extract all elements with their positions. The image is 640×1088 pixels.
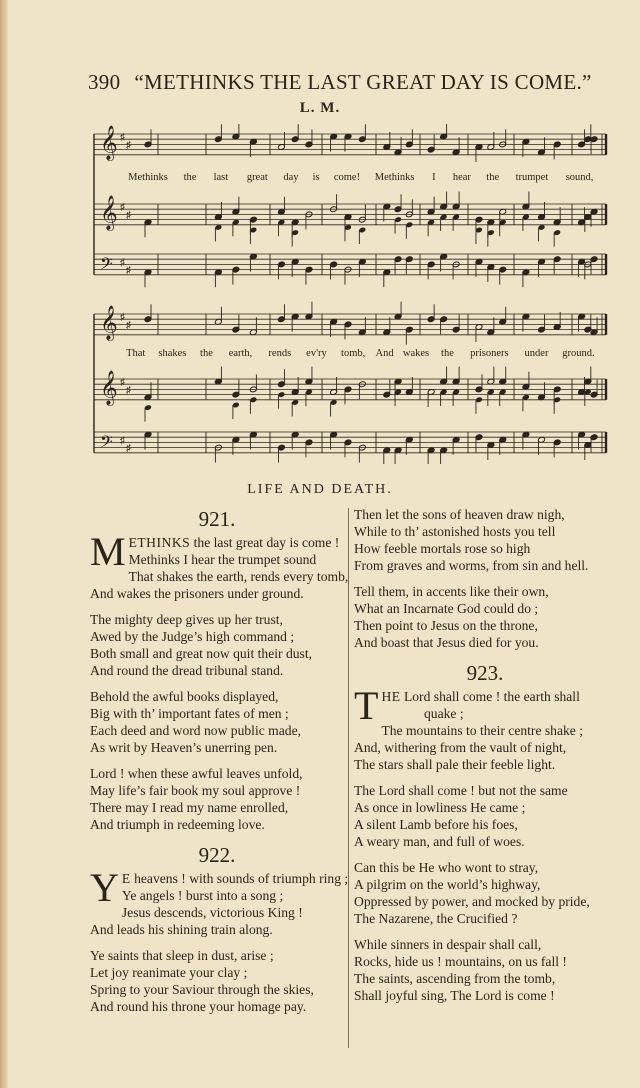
verse-line: Jesus descends, victorious King ! — [121, 905, 303, 920]
verse-line: Each deed and word now public made, — [90, 723, 302, 738]
lyric-syllable: And — [375, 348, 394, 359]
sharp-icon: ♯ — [126, 385, 131, 397]
lyric-syllable: ground. — [562, 348, 595, 359]
lyric-syllable: I — [432, 172, 436, 183]
lyric-syllable: earth, — [228, 348, 253, 359]
treble-clef-icon: 𝄞 — [100, 125, 118, 161]
verse-line: As writ by Heaven’s unerring pen. — [90, 740, 278, 755]
verse-line: How feeble mortals rose so high — [354, 541, 531, 556]
verse-line: A pilgrim on the world’s highway, — [354, 877, 541, 892]
verse-line: And round the dread tribunal stand. — [90, 663, 284, 678]
lyric-syllable: prisoners — [470, 348, 509, 359]
right-column — [354, 506, 616, 1013]
verse-line: The stars shall pale their feeble light. — [354, 757, 556, 772]
verse-line: There may I read my name enrolled, — [90, 800, 289, 815]
lyric-syllable: sound, — [565, 172, 594, 183]
hymn-number: 923. — [466, 661, 504, 685]
drop-cap: Y — [90, 865, 119, 910]
sharp-icon: ♯ — [120, 132, 125, 144]
lyric-syllable: the — [200, 348, 213, 359]
verse-line: Awed by the Judge’s high command ; — [90, 629, 295, 644]
verse-line: Behold the awful books displayed, — [90, 689, 279, 704]
sharp-icon: ♯ — [120, 435, 125, 447]
lyric-syllable: shakes — [158, 348, 187, 359]
hymn-number: 921. — [198, 507, 236, 531]
verse-line: The saints, ascending from the tomb, — [354, 971, 556, 986]
lyric-syllable: rends — [268, 348, 292, 359]
verse-line: The Nazarene, the Crucified ? — [354, 911, 518, 926]
lyric-syllable: Methinks — [374, 172, 415, 183]
music-score — [90, 124, 610, 464]
first-word: E — [121, 871, 131, 886]
first-line: the last great day is come ! — [190, 535, 340, 550]
verse-line: The mountains to their centre shake ; — [381, 723, 584, 738]
treble-clef-icon: 𝄞 — [100, 195, 118, 231]
verse-line: That shakes the earth, rends every tomb, — [128, 569, 349, 584]
verse-line: Big with th’ important fates of men ; — [90, 706, 289, 721]
drop-cap: T — [354, 683, 379, 728]
sharp-icon: ♯ — [120, 312, 125, 324]
stanza — [354, 782, 616, 850]
lyric-syllable: wakes — [402, 348, 430, 359]
verse-line: Lord ! when these awful leaves unfold, — [90, 766, 303, 781]
page-number: 390 — [88, 70, 121, 94]
meter-label: L. M. — [299, 100, 341, 116]
stanza — [354, 583, 616, 651]
verse-line: Oppressed by power, and mocked by pride, — [354, 894, 590, 909]
stanza — [90, 865, 349, 938]
sharp-icon: ♯ — [120, 377, 125, 389]
treble-clef-icon: 𝄞 — [100, 305, 118, 341]
verse-line: Then point to Jesus on the throne, — [354, 618, 538, 633]
verse-line: Ye angels ! burst into a song ; — [121, 888, 284, 903]
verse-line: The Lord shall come ! but not the same — [354, 783, 568, 798]
lyric-syllable: is — [312, 172, 320, 183]
lyric-syllable: the — [486, 172, 500, 183]
sharp-icon: ♯ — [120, 202, 125, 214]
verse-line: A silent Lamb before his foes, — [354, 817, 518, 832]
lyric-syllable: last — [213, 172, 229, 183]
verse-line: And round his throne your homage pay. — [90, 999, 307, 1014]
stanza — [90, 947, 344, 1015]
stanza — [354, 936, 616, 1004]
lyric-syllable: That — [126, 348, 146, 359]
verse-line: Then let the sons of heaven draw nigh, — [354, 507, 565, 522]
sharp-icon: ♯ — [126, 443, 131, 455]
bass-clef-icon: 𝄢 — [100, 253, 113, 278]
verse-line: Can this be He who wont to stray, — [354, 860, 539, 875]
lyric-syllable: Methinks — [128, 172, 168, 183]
stanza — [354, 683, 616, 773]
left-column — [90, 506, 349, 1024]
verse-line: May life’s fair book my soul approve ! — [90, 783, 301, 798]
verse-line: quake ; — [424, 706, 464, 721]
verse-line: And triumph in redeeming love. — [90, 817, 265, 832]
verse-line: While sinners in despair shall call, — [354, 937, 542, 952]
verse-line: Ye saints that sleep in dust, arise ; — [90, 948, 274, 963]
first-line: heavens ! with sounds of triumph ring ; — [130, 871, 349, 886]
drop-cap: M — [90, 529, 126, 574]
page-edge — [0, 0, 8, 1088]
verse-line: Rocks, hide us ! mountains, on us fall ! — [354, 954, 567, 969]
verse-line: While to th’ astonished hosts you tell — [354, 524, 556, 539]
lyric-syllable: tomb, — [341, 348, 366, 359]
lyric-syllable: come! — [333, 172, 361, 183]
lyric-syllable: ev'ry — [306, 348, 327, 359]
sharp-icon: ♯ — [126, 320, 131, 332]
first-word: ETHINKS — [128, 535, 191, 550]
stanza — [354, 506, 616, 574]
stanza — [90, 765, 344, 833]
verse-line: Methinks I hear the trumpet sound — [128, 552, 317, 567]
sharp-icon: ♯ — [126, 140, 131, 152]
stanza — [90, 529, 349, 602]
treble-clef-icon: 𝄞 — [100, 370, 118, 406]
verse-line: Spring to your Saviour through the skies, — [90, 982, 314, 997]
verse-line: As once in lowliness He came ; — [354, 800, 526, 815]
lyric-syllable: the — [441, 348, 454, 359]
verse-line: And leads his shining train along. — [90, 922, 273, 937]
sharp-icon: ♯ — [126, 210, 131, 222]
first-word: HE — [381, 689, 401, 704]
verse-line: And wakes the prisoners under ground. — [90, 586, 304, 601]
verse-line: Let joy reanimate your clay ; — [90, 965, 248, 980]
lyric-syllable: day — [283, 172, 299, 183]
lyric-syllable: the — [183, 172, 197, 183]
stanza — [90, 688, 344, 756]
hymn-number: 922. — [198, 843, 236, 867]
verse-line: From graves and worms, from sin and hell. — [354, 558, 589, 573]
verse-line: Shall joyful sing, The Lord is come ! — [354, 988, 555, 1003]
lyric-syllable: trumpet — [515, 172, 549, 183]
verse-line: A weary man, and full of woes. — [354, 834, 525, 849]
verse-line: Tell them, in accents like their own, — [354, 584, 549, 599]
column-divider — [348, 508, 349, 1048]
sharp-icon: ♯ — [126, 265, 131, 277]
verse-line: What an Incarnate God could do ; — [354, 601, 539, 616]
section-title: LIFE AND DEATH. — [247, 482, 393, 497]
lyric-syllable: great — [246, 172, 268, 183]
verse-line: Both small and great now quit their dust, — [90, 646, 313, 661]
stanza — [354, 859, 616, 927]
verse-line: And boast that Jesus died for you. — [354, 635, 539, 650]
stanza — [90, 611, 344, 679]
first-line: Lord shall come ! the earth shall — [400, 689, 580, 704]
sharp-icon: ♯ — [120, 257, 125, 269]
lyric-syllable: hear — [452, 172, 471, 183]
hymn-tune-title: “METHINKS THE LAST GREAT DAY IS COME.” — [134, 70, 592, 94]
bass-clef-icon: 𝄢 — [100, 431, 113, 456]
verse-line: And, withering from the vault of night, — [354, 740, 567, 755]
verse-line: The mighty deep gives up her trust, — [90, 612, 283, 627]
lyric-syllable: under — [524, 348, 549, 359]
page-header — [88, 70, 608, 95]
